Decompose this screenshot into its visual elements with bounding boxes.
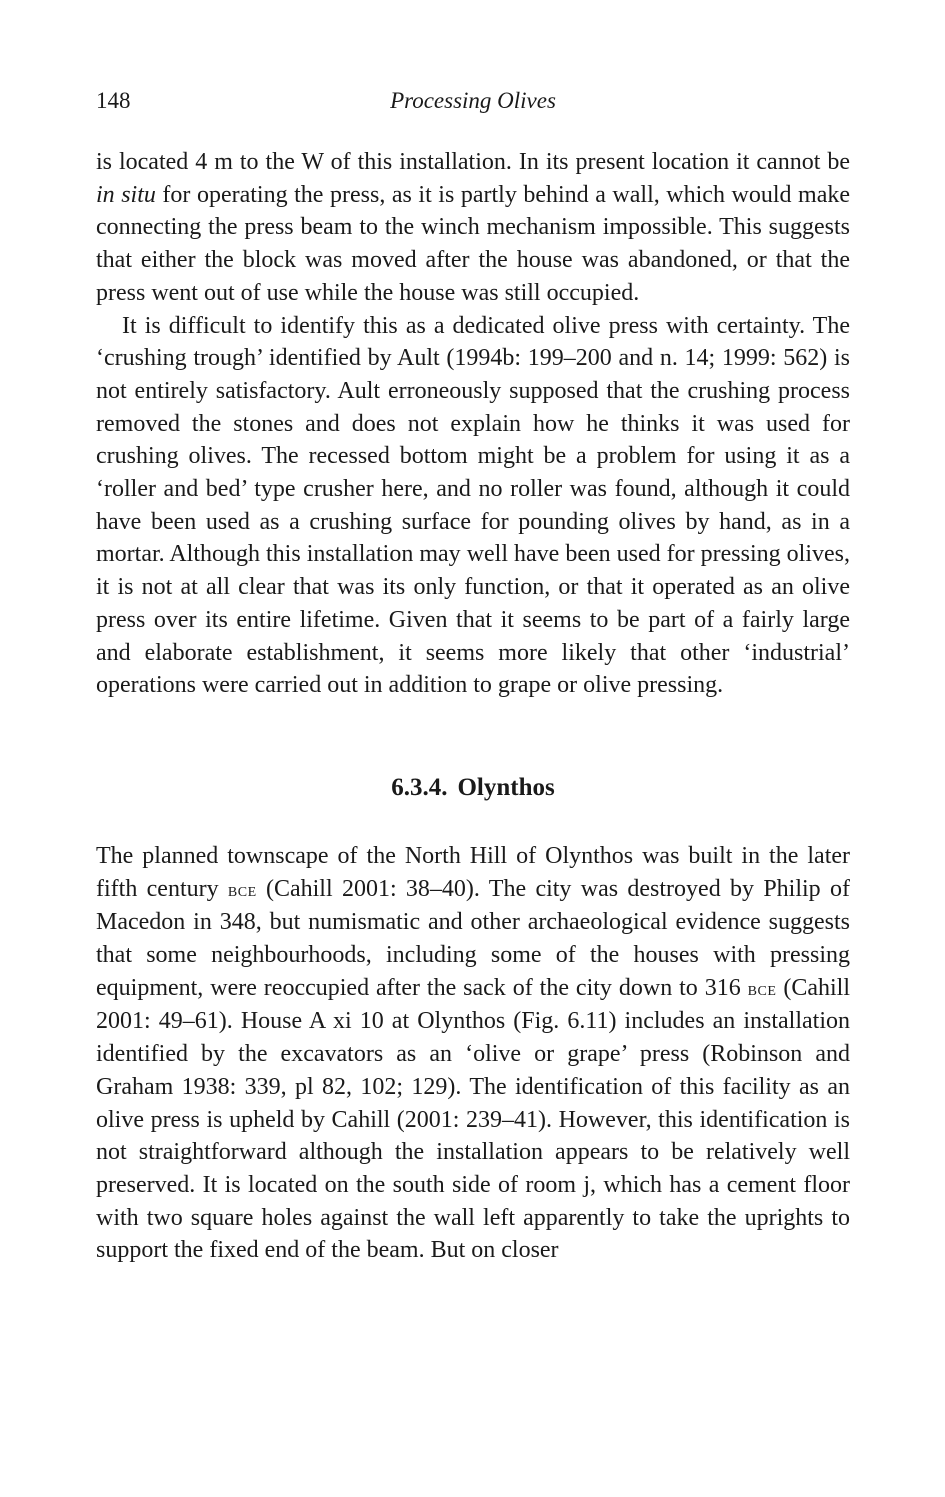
paragraph-text: for operating the press, as it is partly behind a wall, which would make connecting the press beam to the winch mechanism impossible. This suggests that either the block was moved after the house was abandoned, or that the press went out of use while the house was still occupied. <box>96 181 850 306</box>
era-abbreviation: bce <box>227 878 257 901</box>
era-abbreviation: bce <box>747 977 777 1000</box>
section-number: 6.3.4. <box>391 773 448 801</box>
section-title: Olynthos <box>457 773 555 801</box>
paragraph-text: (Cahill 2001: 49–61). House A xi 10 at Olynthos (Fig. 6.11) includes an installation identified by the excavators as an ‘olive or grape’ press (Robinson and Graham 1938: 339, pl 82, 102; 129). The identification of this facility as an olive press is upheld by Cahill (2001: 239–41). However, this identification is not straightforward although the installation appears to be relatively well preserved. It is located on the south side of room j, which has a cement floor with two square holes against the wall left apparently to take the uprights to support the fixed end of the beam. But on closer <box>96 974 850 1264</box>
paragraph-olynthos <box>96 840 850 1267</box>
running-title: Processing Olives <box>390 88 556 113</box>
section-heading <box>96 774 850 802</box>
paragraph-text: (Cahill 2001: 38–40). The city was destroyed by Philip of Macedon in 348, but numismatic and other archaeological evidence suggests that some neighbourhoods, including some of the houses with pressing equipment, were reoccupied after the sack of the city down to 316 <box>96 875 850 1001</box>
running-head <box>96 88 850 124</box>
page-number: 148 <box>96 88 131 113</box>
italic-term: in situ <box>96 181 156 208</box>
book-page <box>96 88 850 1267</box>
paragraph-identification: It is difficult to identify this as a dedicated olive press with certainty. The ‘crushing trough’ identified by Ault (1994b: 199–200 and n. 14; 1999: 562) is not entirely satisfactory. Ault erroneously supposed that the crushing process removed the stones and does not explain how he thinks it was used for crushing olives. The recessed bottom might be a problem for using it as a ‘roller and bed’ type crusher here, and no roller was found, although it could have been used as a crushing surface for pounding olives by hand, as in a mortar. Although this installation may well have been used for pressing olives, it is not at all clear that was its only function, or that it operated as an olive press over its entire lifetime. Given that it seems to be part of a fairly large and elaborate establishment, it seems more likely that other ‘industrial’ operations were carried out in addition to grape or olive pressing. <box>96 312 850 699</box>
paragraph-continuation <box>96 146 850 310</box>
paragraph-text: The planned townscape of the North Hill of Olynthos was built in the later fifth century <box>96 842 850 902</box>
paragraph-text: is located 4 m to the W of this installation. In its present location it cannot be <box>96 149 850 175</box>
